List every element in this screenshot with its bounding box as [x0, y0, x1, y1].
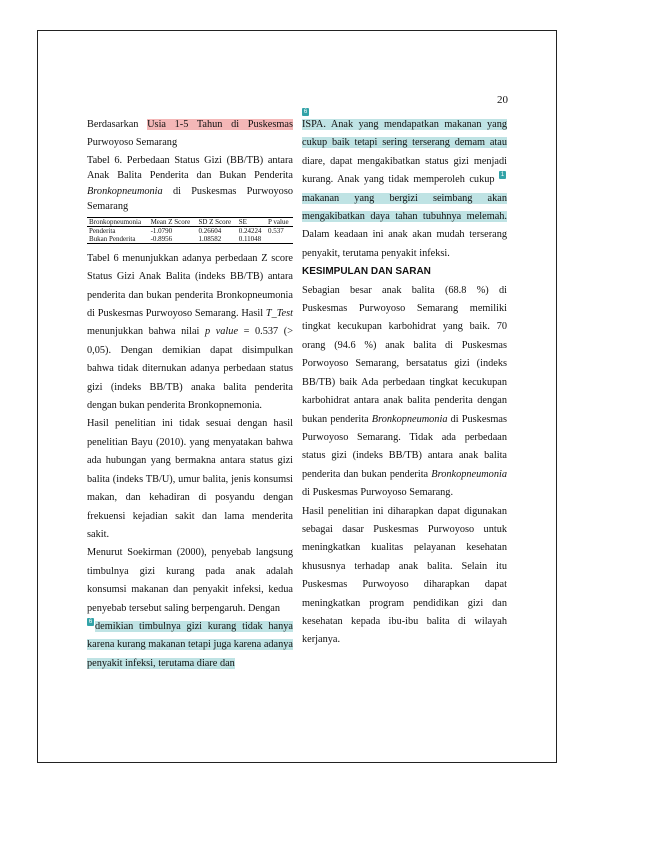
- right-paragraph-2: Sebagian besar anak balita (68.8 %) di Puskesmas Purwoyoso Semarang memiliki tingkat kecukupan karbohidrat yang baik. 70 orang (94.6 %) anak balita di Puskesmas Porwoyoso Semarang, bersatatus gizi (indeks BB/TB) baik Ada perbedaan tingkat kecukupan karbohidrat antara anak balita penderita dengan bukan penderita Bronkopneumonia di Puskesmas Purwoyoso Semarang. Tidak ada perbedaan status gizi (indeks BB/TB) antara anak balita penderita dan bukan penderita Bronkopneumonia di Puskesmas Purwoyoso Semarang.: [302, 284, 507, 499]
- annotation-marker[interactable]: 6: [303, 109, 308, 115]
- left-paragraph-2: Tabel 6 menunjukkan adanya perbedaan Z score Status Gizi Anak Balita (indeks BB/TB) antara penderita dan bukan penderita Bronkopneumonia di Puskesmas Purwoyoso Semarang. Hasil T_Test menunjukkan bahwa nilai p value = 0.537 (> 0,05). Dengan demikian dapat disimpulkan bahwa tidak diternukan adanya perbedaan status gizi (indeks BB/TB) anaka balita penderita dengan bukan penderita Bronkopnemonia.: [87, 252, 293, 412]
- annotation-marker[interactable]: 1: [500, 172, 505, 179]
- table-header-cell: SE: [238, 217, 247, 226]
- table-cell: Bukan Penderita: [89, 234, 136, 243]
- table-cell: 0.11048: [238, 234, 262, 243]
- table-cell: 1.08582: [198, 234, 222, 243]
- statistics-table: [87, 217, 293, 244]
- table-header-cell: SD Z Score: [198, 217, 232, 226]
- highlight-teal[interactable]: demikian timbulnya gizi kurang tidak hanya karena kurang makanan tetapi juga karena adanya penyakit infeksi, terutama diare dan: [87, 620, 293, 669]
- highlight-teal[interactable]: makanan yang bergizi seimbang akan mengakibatkan daya tahan tubuhnya melemah.: [302, 192, 507, 223]
- table-cell: Penderita: [89, 226, 116, 235]
- table-header-cell: Bronkopneumonia: [89, 217, 142, 226]
- highlight-red[interactable]: Usia 1-5 Tahun di Puskesmas: [147, 119, 293, 130]
- left-paragraph-4: Menurut Soekirman (2000), penyebab langsung timbulnya gizi kurang pada anak adalah konsumsi makanan dan penyakit infeksi, kedua penyebab tersebut saling berpengaruh. Dengan 6 demikian timbulnya gizi kurang tidak hanya karena kurang makanan tetapi juga karena adanya penyakit infeksi, terutama diare dan: [87, 547, 293, 669]
- left-paragraph-3: Hasil penelitian ini tidak sesuai dengan hasil penelitian Bayu (2010). yang menyatakan bahwa ada hubungan yang bermakna antara status gizi balita (indeks TB/U), umur balita, jenis konsumsi makan, dan kehadiran di posyandu dengan frekuensi kejadian sakit dan lama menderita sakit.: [87, 418, 293, 540]
- table-caption: Tabel 6. Perbedaan Status Gizi (BB/TB) antara Anak Balita Penderita dan Bukan Penderita Bronkopneumonia di Puskesmas Purwoyoso Semarang: [87, 154, 293, 213]
- table-cell: 0.24224: [238, 226, 262, 235]
- table-header-cell: P value: [268, 217, 289, 226]
- table-header-row: [87, 217, 293, 226]
- left-paragraph-1: Berdasarkan Usia 1-5 Tahun di Puskesmas Purwoyoso Semarang: [87, 119, 293, 149]
- table-cell: 0.26604: [198, 226, 222, 235]
- table-header-cell: Mean Z Score: [150, 217, 191, 226]
- right-paragraph-3: Hasil penelitian ini diharapkan dapat digunakan sebagai dasar Puskesmas Purwoyoso untuk meningkatkan kualitas pelayanan kesehatan khususnya terhadap anak balita. Selain itu Puskesmas Purwoyoso diharapkan dapat meningkatkan program pendidikan gizi dan kesehatan kepada ibu-ibu balita di wilayah kerjanya.: [302, 505, 507, 646]
- table-cell: [266, 235, 293, 244]
- page-number: 20: [497, 94, 508, 106]
- table-cell: -0.8956: [150, 234, 173, 243]
- table-cell: -1.0790: [150, 226, 173, 235]
- table-row: [87, 226, 293, 235]
- highlight-teal[interactable]: ISPA. Anak yang mendapatkan makanan yang cukup baik tetapi sering terserang demam atau: [302, 119, 507, 149]
- left-column: [87, 116, 293, 673]
- table-cell: 0.537: [268, 226, 284, 235]
- annotation-marker[interactable]: 6: [88, 618, 93, 625]
- section-heading: KESIMPULAN DAN SARAN: [302, 266, 431, 278]
- table-row: [87, 235, 293, 244]
- right-column: [302, 109, 507, 650]
- right-paragraph-1: 6 ISPA. Anak yang mendapatkan makanan yang cukup baik tetapi sering terserang demam atau diare, dapat mengakibatkan status gizi menjadi kurang. Anak yang tidak memperoleh cukup 1makanan yang bergizi seimbang akan mengakibatkan daya tahan tubuhnya melemah. Dalam keadaan ini anak akan mudah terserang penyakit, terutama penyakit infeksi.: [302, 109, 507, 259]
